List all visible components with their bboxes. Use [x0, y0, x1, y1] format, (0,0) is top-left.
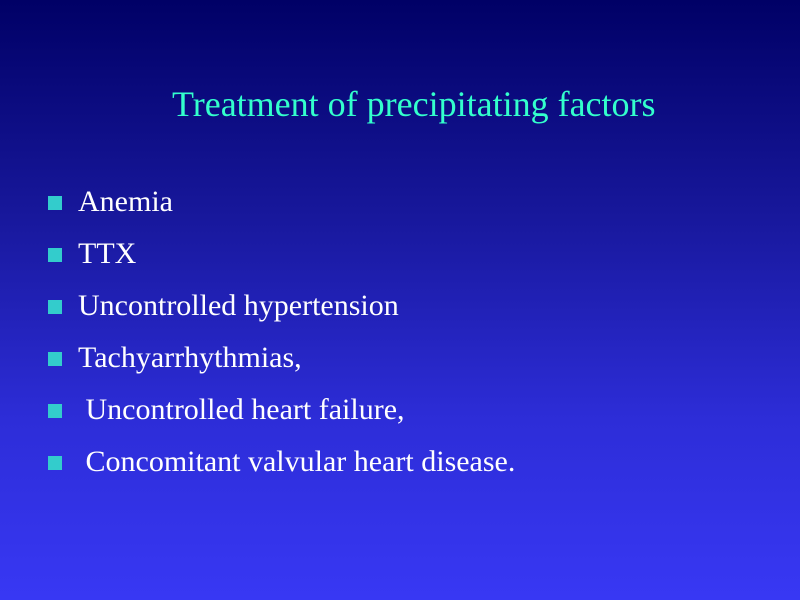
- square-bullet-icon: [48, 196, 62, 210]
- bullet-text: TTX: [78, 237, 137, 270]
- list-item: [48, 176, 515, 228]
- square-bullet-icon: [48, 352, 62, 366]
- bullet-text: Uncontrolled hypertension: [78, 289, 399, 322]
- bullet-text: Anemia: [78, 185, 173, 218]
- list-item: [48, 436, 515, 488]
- bullet-text: Tachyarrhythmias,: [78, 341, 302, 374]
- bullet-list: [48, 176, 515, 488]
- list-item: [48, 280, 515, 332]
- list-item: [48, 228, 515, 280]
- square-bullet-icon: [48, 404, 62, 418]
- slide-title: Treatment of precipitating factors: [172, 84, 656, 124]
- bullet-text: Concomitant valvular heart disease.: [78, 445, 516, 478]
- bullet-text: Uncontrolled heart failure,: [78, 393, 405, 426]
- square-bullet-icon: [48, 300, 62, 314]
- square-bullet-icon: [48, 456, 62, 470]
- square-bullet-icon: [48, 248, 62, 262]
- list-item: [48, 332, 515, 384]
- list-item: [48, 384, 515, 436]
